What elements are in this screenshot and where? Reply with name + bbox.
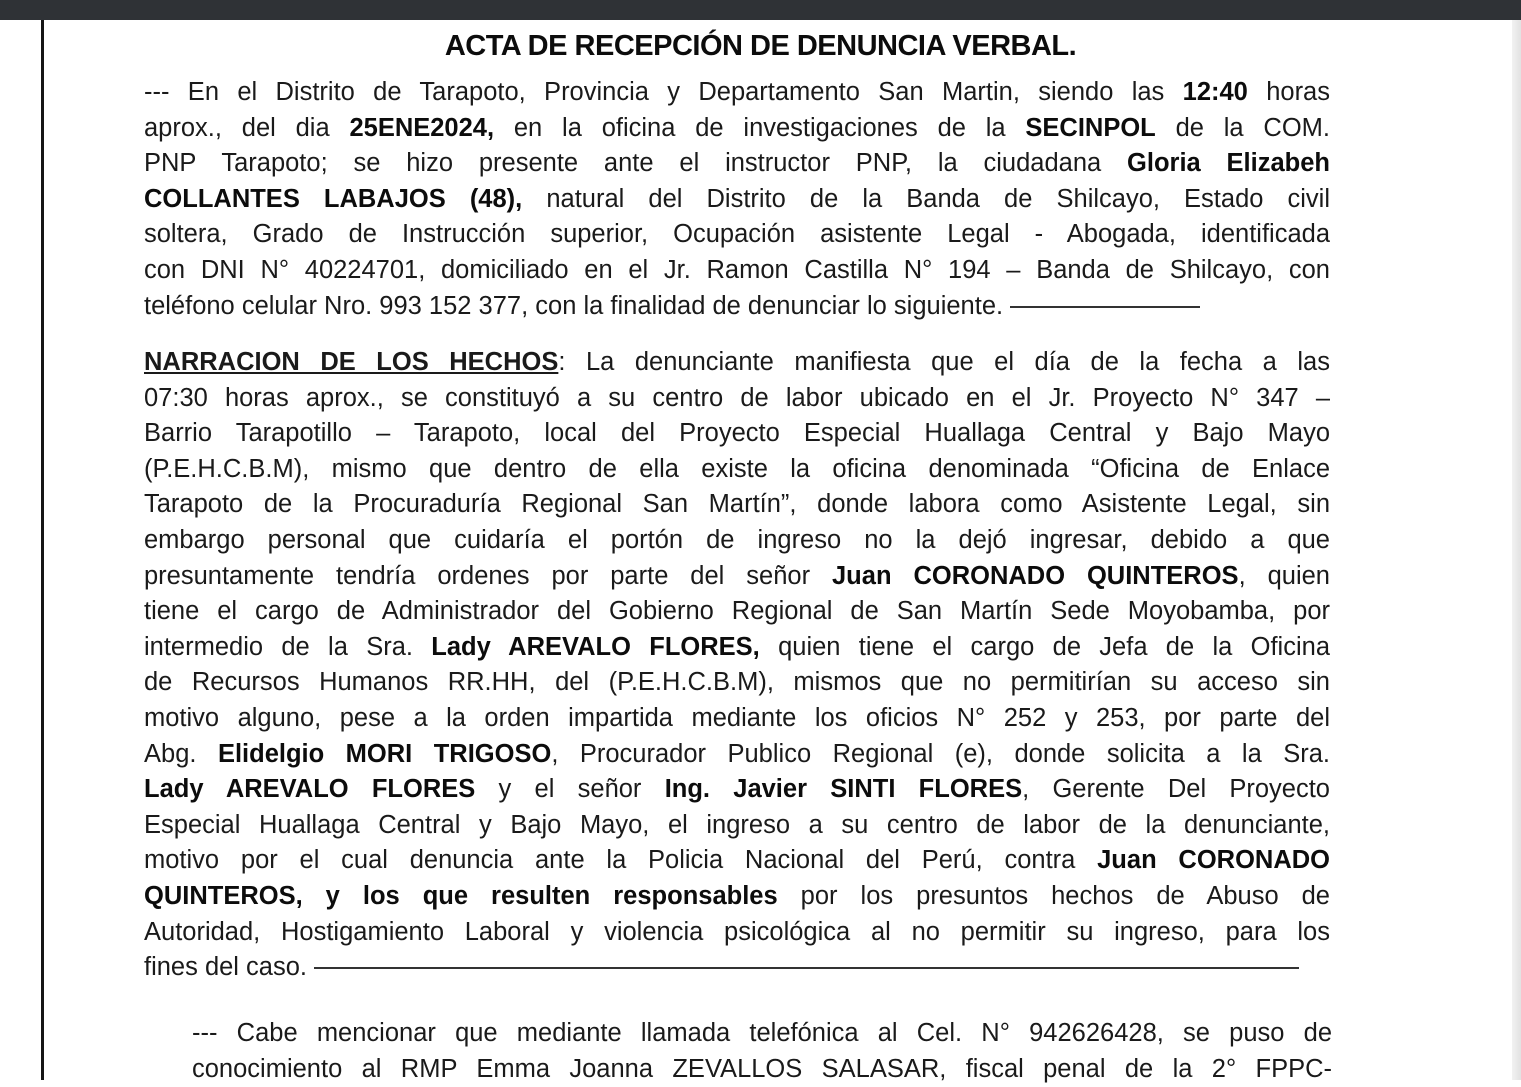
text-line (144, 253, 1330, 289)
text-line (144, 146, 1330, 182)
page-left-border (41, 20, 44, 1080)
text-run: teléfono celular Nro. 993 152 377, con la finalidad de denunciar lo siguiente. (144, 291, 1011, 320)
text-run: (P.E.H.C.B.M), mismo que dentro de ella existe la oficina denominada “Oficina de Enlace (144, 454, 1330, 483)
text-run: Barrio Tarapotillo – Tarapoto, local del Proyecto Especial Huallaga Central y Bajo Mayo (144, 419, 1330, 448)
text-run: Especial Huallaga Central y Bajo Mayo, el ingreso a su centro de labor de la denunciante, (144, 810, 1330, 839)
text-line (144, 523, 1330, 559)
paragraph-intro (144, 75, 1330, 324)
text-line (144, 950, 1330, 986)
text-run: natural del Distrito de la Banda de Shilcayo, Estado civil (522, 184, 1330, 213)
text-line (144, 772, 1330, 808)
text-run: Autoridad, Hostigamiento Laboral y violencia psicológica al no permitir su ingreso, para los (144, 917, 1330, 946)
text-run: horas (1247, 78, 1330, 106)
text-run: por los presuntos hechos de Abuso de (777, 881, 1330, 910)
fill-dash-line (1010, 306, 1200, 308)
text-line (144, 487, 1330, 523)
bold-text-run: SECINPOL (1025, 113, 1156, 142)
text-run: , Procurador Publico Regional (e), donde solicita a la Sra. (551, 739, 1330, 768)
text-run: de Recursos Humanos RR.HH, del (P.E.H.C.B.M), mismos que no permitirían su acceso sin (144, 668, 1330, 697)
paragraph-narration (144, 345, 1330, 986)
line-text (144, 292, 1010, 320)
text-run: embargo personal que cuidaría el portón de ingreso no la dejó ingresar, debido a que (144, 525, 1330, 554)
bold-text-run: Juan CORONADO QUINTEROS (832, 561, 1239, 590)
section-heading: NARRACION DE LOS HECHOS (144, 348, 559, 376)
text-line (144, 452, 1330, 488)
text-line (144, 808, 1330, 844)
text-line (144, 111, 1330, 147)
text-line (144, 75, 1330, 111)
paragraph-note (192, 1016, 1332, 1087)
text-run: aprox., del dia (144, 113, 350, 142)
bold-text-run: Elidelgio MORI TRIGOSO (217, 739, 552, 768)
text-run: --- En el Distrito de Tarapoto, Provincia y Departamento San Martin, siendo las (144, 78, 1183, 106)
text-line (144, 416, 1330, 452)
bold-text-run: Ing. Javier SINTI FLORES (664, 775, 1023, 804)
text-run: presuntamente tendría ordenes por parte del señor (144, 561, 832, 590)
text-line (144, 665, 1330, 701)
text-run: conocimiento al RMP Emma Joanna ZEVALLOS SALASAR, fiscal penal de la 2° FPPC- (192, 1054, 1332, 1083)
text-run: y el señor (475, 775, 665, 804)
text-run: 07:30 horas aprox., se constituyó a su centro de labor ubicado en el Jr. Proyecto N° 347 – (144, 383, 1330, 412)
text-run: quien tiene el cargo de Jefa de la Oficina (759, 632, 1330, 661)
text-run: motivo alguno, pese a la orden impartida mediante los oficios N° 252 y 253, por parte del (144, 703, 1330, 732)
bold-text-run: Juan CORONADO (1097, 846, 1330, 875)
text-line (144, 594, 1330, 630)
line-text (558, 348, 1330, 376)
document-title: ACTA DE RECEPCIÓN DE DENUNCIA VERBAL. (444, 30, 1077, 62)
text-line (144, 345, 1330, 381)
text-line (144, 843, 1330, 879)
text-line (144, 915, 1330, 951)
bold-text-run: Lady AREVALO FLORES (144, 775, 476, 804)
line-text (144, 953, 314, 981)
bold-text-run: Gloria Elizabeh (1127, 149, 1330, 178)
text-line (144, 559, 1330, 595)
bold-text-run: Lady AREVALO FLORES, (431, 632, 760, 661)
bold-text-run: QUINTEROS, y los que resulten responsables (144, 881, 778, 910)
text-run: fines del caso. (144, 953, 315, 982)
text-run: con DNI N° 40224701, domiciliado en el Jr. Ramon Castilla N° 194 – Banda de Shilcayo, con (144, 255, 1330, 284)
text-line (192, 1052, 1332, 1087)
text-line (144, 182, 1330, 218)
text-run: , quien (1238, 561, 1330, 590)
text-line (144, 737, 1330, 773)
text-run: Abg. (144, 739, 218, 768)
bold-text-run: COLLANTES LABAJOS (48), (144, 184, 523, 213)
text-run: motivo por el cual denuncia ante la Policia Nacional del Perú, contra (144, 846, 1098, 875)
text-run: PNP Tarapoto; se hizo presente ante el instructor PNP, la ciudadana (144, 149, 1128, 178)
bold-text-run: 25ENE2024, (349, 113, 495, 142)
text-run: Tarapoto de la Procuraduría Regional San Martín”, donde labora como Asistente Legal, sin (144, 490, 1330, 519)
text-run: de la COM. (1155, 113, 1330, 142)
text-run: --- Cabe mencionar que mediante llamada telefónica al Cel. N° 942626428, se puso de (192, 1019, 1332, 1047)
text-line (192, 1016, 1332, 1052)
text-line (144, 289, 1330, 325)
text-line (144, 217, 1330, 253)
text-run: intermedio de la Sra. (144, 632, 432, 661)
bold-text-run: 12:40 (1182, 78, 1248, 106)
viewer-top-bar (0, 0, 1521, 20)
page-right-edge (1512, 20, 1521, 1080)
text-line (144, 879, 1330, 915)
text-run: soltera, Grado de Instrucción superior, Ocupación asistente Legal - Abogada, identificada (144, 220, 1330, 249)
text-line (144, 630, 1330, 666)
fill-dash-line (314, 967, 1299, 969)
text-run: , Gerente Del Proyecto (1022, 775, 1330, 804)
text-run: tiene el cargo de Administrador del Gobierno Regional de San Martín Sede Moyobamba, por (144, 597, 1330, 626)
text-line (144, 381, 1330, 417)
text-run: en la oficina de investigaciones de la (494, 113, 1026, 142)
text-run: : La denunciante manifiesta que el día de la fecha a las (558, 348, 1330, 376)
text-line (144, 701, 1330, 737)
